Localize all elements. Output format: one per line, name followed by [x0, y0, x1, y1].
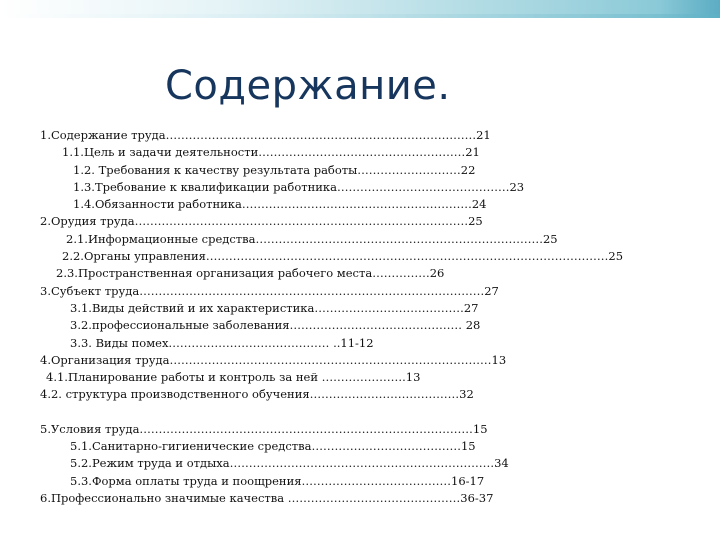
- toc-entry-4-2: 4.2. структура производственного обучения…………………………………32: [40, 387, 474, 402]
- toc-entry-1-3: 1.3.Требование к квалификации работника………………………………………23: [73, 179, 525, 194]
- toc-entry-5: 5.Условия труда……………………………………………………………………………15: [40, 421, 488, 436]
- slide-title: Содержание.: [165, 63, 451, 109]
- toc-entry-3-3: 3.3. Виды помех…………………………………… ..11-12: [70, 335, 374, 350]
- toc-entry-5-2: 5.2.Режим труда и отдыха……………………………………………………………34: [70, 456, 509, 471]
- toc-entry-4: 4.Организация труда…………………………………………………………………………13: [40, 352, 507, 367]
- toc-entry-3-1: 3.1.Виды действий и их характеристика…………………………………27: [70, 300, 479, 315]
- slide-header-band: [0, 0, 720, 18]
- toc-entry-2: 2.Орудия труда……………………………………………………………………………25: [40, 214, 483, 229]
- table-of-contents: [40, 127, 700, 507]
- toc-entry-4-1: 4.1.Планирование работы и контроль за ней ………………….13: [46, 370, 421, 385]
- toc-entry-5-1: 5.1.Санитарно-гигиенические средства…………………………………15: [70, 439, 476, 454]
- toc-entry-1: 1.Содержание труда………………………………………………………………………21: [40, 128, 491, 142]
- toc-entry-2-3: 2.3.Пространственная организация рабочего места……………26: [56, 266, 445, 281]
- toc-entry-3-2: 3.2.профессиональные заболевания……………………………………… 28: [70, 318, 481, 333]
- header-corner-shade: [660, 0, 720, 18]
- toc-spacer: [40, 404, 700, 421]
- toc-entry-2-2: 2.2.Органы управления……………………………………………………………………………………………25: [62, 249, 624, 264]
- toc-entry-1-4: 1.4.Обязанности работника……………………………………………………24: [73, 197, 487, 212]
- toc-entry-6: 6.Профессионально значимые качества ………………………………………36-37: [40, 490, 494, 505]
- toc-entry-1-1: 1.1.Цель и задачи деятельности………………………………………………21: [62, 145, 480, 160]
- toc-entry-1-2: 1.2. Требования к качеству результата работы………………………22: [73, 162, 476, 177]
- toc-entry-2-1: 2.1.Информационные средства…………………………………………………………………25: [66, 231, 558, 246]
- toc-entry-3: 3.Субъект труда………………………………………………………………………………27: [40, 283, 499, 298]
- toc-entry-5-3: 5.3.Форма оплаты труда и поощрения…………………………………16-17: [70, 473, 485, 488]
